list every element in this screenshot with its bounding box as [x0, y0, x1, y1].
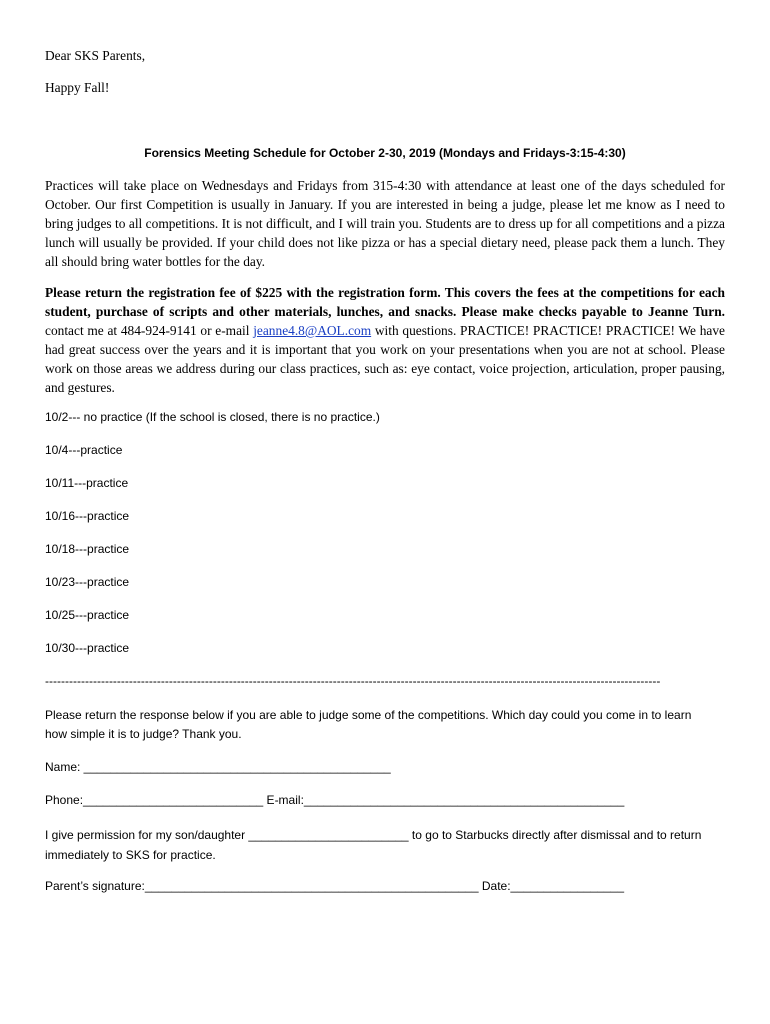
greeting: Happy Fall!: [45, 80, 110, 95]
judge-request: Please return the response below if you are able to judge some of the competitions. Which day could you come in to learn how simple it is to judge? Thank you.: [45, 708, 692, 741]
fee-paragraph: [45, 283, 725, 397]
contact-text-after: with questions. PRACTICE! PRACTICE! PRACTICE! We have had great success over the years and it is important that you work on your presentations when you are not at school. Please work on those areas we address during our class practices, such as: eye contact, voice projection, articulation, proper pausing, and gestures.: [45, 323, 725, 395]
phone-email-line: Phone:___________________________ E-mail:________________________________________________: [45, 793, 625, 807]
salutation: Dear SKS Parents,: [45, 48, 146, 63]
schedule-item: 10/16---practice: [45, 509, 130, 523]
schedule-item: 10/18---practice: [45, 542, 130, 556]
intro-paragraph: Practices will take place on Wednesdays and Fridays from 315-4:30 with attendance at least one of the days scheduled for October. Our first Competition is usually in January. If you are interested in being a judge, please let me know as I need to bring judges to all competitions. It is not difficult, and I will train you. Students are to dress up for all competitions and a pizza lunch will usually be provided. If your child does not like pizza or has a special dietary need, please pack them a lunch. They all should bring water bottles for the day.: [45, 178, 725, 269]
schedule-item: 10/4---practice: [45, 443, 123, 457]
schedule-item: 10/11---practice: [45, 476, 129, 490]
contact-text-before: contact me at 484-924-9141 or e-mail: [45, 323, 254, 338]
permission-statement: I give permission for my son/daughter ________________________ to go to Starbucks directly after dismissal and to return immediately to SKS for practice.: [45, 828, 702, 862]
schedule-item: 10/30---practice: [45, 641, 130, 655]
signature-date-line: Parent’s signature:__________________________________________________ Date:_________________: [45, 879, 624, 893]
schedule-title: Forensics Meeting Schedule for October 2-30, 2019 (Mondays and Fridays-3:15-4:30): [144, 146, 626, 160]
cut-line-divider: ----------------------------------------------------------------------------------------------------------------------------------------------------------: [45, 674, 661, 688]
schedule-item: 10/23---practice: [45, 575, 130, 589]
fee-notice: Please return the registration fee of $225 with the registration form. This covers the fees at the competitions for each student, purchase of scripts and other materials, lunches, and snacks. Please make checks payable to Jeanne Turn.: [45, 285, 725, 319]
schedule-item: 10/2--- no practice (If the school is closed, there is no practice.): [45, 410, 380, 424]
schedule-item: 10/25---practice: [45, 608, 130, 622]
name-field-line: Name: ______________________________________________: [45, 760, 391, 774]
email-link[interactable]: jeanne4.8@AOL.com: [253, 323, 372, 338]
